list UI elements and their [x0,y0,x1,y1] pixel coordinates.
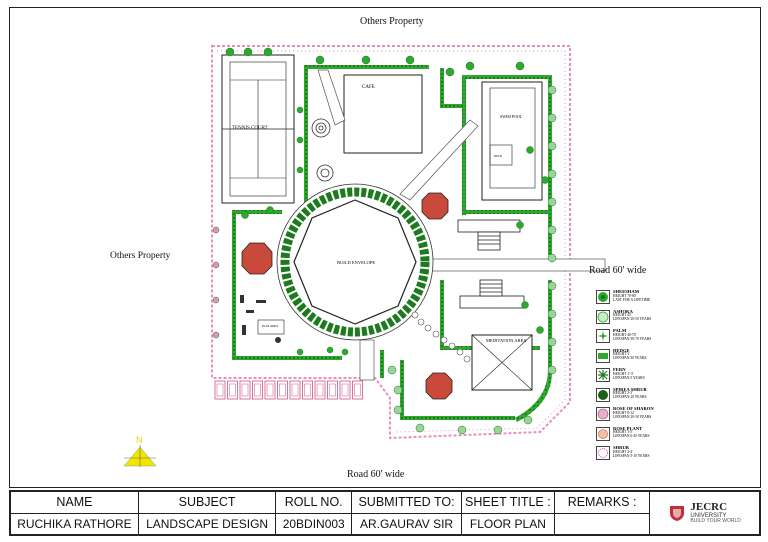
legend-item [596,388,647,402]
palm-tree [524,416,532,424]
parking-bay [278,381,288,399]
legend-height: HEIGHT 45' [613,313,632,318]
palm-tree [548,198,556,206]
shrub [213,332,219,338]
meditation-area [472,335,532,390]
sheet-header: SHEET TITLE : [461,492,554,514]
legend-lifespan: LIFESPAN 5 YEARS [613,375,645,380]
logo-tagline: BUILD YOUR WORLD [690,518,741,524]
right-road-label: Road 60' wide [589,265,647,276]
university-logo [650,492,760,535]
palm-tree [548,142,556,150]
roll-header: ROLL NO. [276,492,352,514]
tree [267,207,274,214]
legend-item [596,446,649,460]
remarks-value [554,513,649,535]
tree [297,137,303,143]
name-header: NAME [11,492,139,514]
submitted-value: AR.GAURAV SIR [352,513,462,535]
cafe-label: CAFE [362,85,375,90]
legend-name: ROSE OF SHARON [613,406,654,411]
swimming-pool [482,82,542,200]
parking-bay [290,381,300,399]
legend-name: ROSE PLANT [613,425,643,431]
legend-text [613,368,645,380]
legend-text [613,388,647,400]
tree [264,48,272,56]
subject-value: LANDSCAPE DESIGN [138,513,275,535]
palm-tree [548,282,556,290]
tree [516,62,524,70]
logo-name: JECRC [690,501,728,513]
palm-tree [388,366,396,374]
shrub [213,227,219,233]
rose-of-sharon-icon [596,407,610,421]
legend-item [596,427,649,441]
legend-height: HEIGHT 2-3' [613,391,633,396]
legend-lifespan: LIFESPAN 20-30 YEARS [613,414,652,419]
top-property-label: Others Property [360,16,424,27]
legend-height: HEIGHT 70-80' [613,293,637,298]
legend-item [596,349,646,363]
legend-name: FERN [613,367,626,372]
legend-height: HEIGHT 40-70' [613,332,637,337]
pergola-west [242,243,272,274]
legend-text [613,329,651,341]
tree [537,327,544,334]
roll-value: 20BDIN003 [276,513,352,535]
tree [297,107,303,113]
legend-lifespan: LIFESPAN 30-50 YEARS [613,317,652,322]
pergola-northeast [422,193,448,219]
palm-tree [416,424,424,432]
legend-item [596,329,651,343]
tree [316,56,324,64]
legend-text [613,427,649,439]
parking-bay [315,381,325,399]
tree [244,48,252,56]
parking-bay [328,381,338,399]
fern-icon [596,368,610,382]
legend-name: SHEESHAM [613,289,640,294]
tennis-label: TENNIS COURT [232,126,268,131]
legend-lifespan: LIFESPAN 5-10 YEARS [613,453,650,458]
palm-tree [548,366,556,374]
tree [522,302,529,309]
cafe-building [344,75,422,153]
shrub [213,262,219,268]
legend-lifespan: LIFESPAN 20 YEARS [613,395,647,400]
sheesham-icon [596,290,610,304]
legend-item [596,368,645,382]
building-label: BUILD ENVELOPE [337,260,376,265]
tree [342,349,348,355]
deck-label: DECK [494,154,503,158]
remarks-header: REMARKS : [554,492,649,514]
parking-bays [215,381,363,399]
palm-tree [494,426,502,434]
legend-height: HEIGHT 8-12' [613,410,635,415]
tree [297,349,303,355]
legend-height: HEIGHT 3-5' [613,430,633,435]
palm-tree [548,86,556,94]
tree [527,147,534,154]
parking-bay [303,381,313,399]
palm-tree [548,338,556,346]
parking-bay [265,381,275,399]
meditation-label: MEDITATION AREA [486,338,527,343]
legend-height: HEIGHT 1'-3' [613,371,634,376]
palm-tree [394,406,402,414]
legend-item [596,310,651,324]
tree [362,56,370,64]
legend-name: PALM [613,328,627,333]
legend-lifespan: LIFESPAN 50-70 YEARS [613,336,652,341]
legend-name: SPIREA SHRUB [613,386,647,392]
tree [406,56,414,64]
parking-bay [228,381,238,399]
fountain [312,119,333,181]
bottom-road-label: Road 60' wide [347,469,405,480]
logo-sub: UNIVERSITY [690,513,727,519]
shrub [213,297,219,303]
play-area [240,295,284,343]
palm-tree [548,114,556,122]
swim-label: SWIM POOL [500,114,523,119]
parking-bay [253,381,263,399]
tree [542,177,549,184]
tree [226,48,234,56]
sheet-value: FLOOR PLAN [461,513,554,535]
submitted-header: SUBMITTED TO: [352,492,462,514]
palm-tree [548,170,556,178]
legend-name: SHRUB [613,445,629,450]
tree [297,167,303,173]
parking-bay [215,381,225,399]
shrub-icon [596,446,610,460]
rose-plant-icon [596,427,610,441]
palm-tree [548,310,556,318]
legend-item [596,407,654,421]
ashoka-icon [596,310,610,324]
tree [242,212,249,219]
spirea-shrub-icon [596,388,610,402]
name-value: RUCHIKA RATHORE [11,513,139,535]
parking-bay [240,381,250,399]
legend-text [613,310,651,322]
tree [446,68,454,76]
legend-item [596,290,650,304]
tree [517,222,524,229]
title-block [9,490,761,536]
legend-text [613,407,654,419]
legend-height: HEIGHT 2-4' [613,449,633,454]
parking-bay [353,381,363,399]
palm-tree [548,254,556,262]
parking-bay [340,381,350,399]
tree [466,62,474,70]
tree [327,347,333,353]
palm-tree [548,226,556,234]
subject-header: SUBJECT [138,492,275,514]
left-property-label: Others Property [110,251,171,261]
north-label: N [136,435,143,445]
legend-lifespan: LAST FOR A LIFETIME [613,297,651,302]
north-arrow [124,445,156,467]
palm-tree [458,426,466,434]
pergola-south [426,373,452,399]
legend-text [613,446,649,458]
crest-icon [668,504,686,522]
palm-tree [394,386,402,394]
play-label: PLAY AREA [262,324,279,328]
legend-lifespan: LIFESPAN 6-20 YEARS [613,434,650,439]
legend-name: HEDGE [613,347,630,353]
legend-height: HEIGHT 3' [613,352,630,357]
legend-name: ASHOKA [613,308,633,314]
legend-text [613,349,646,361]
hedge-icon [596,349,610,363]
palm-icon [596,329,610,343]
legend-text [613,290,650,302]
legend-lifespan: LIFESPAN 30 YEARS [613,356,647,361]
